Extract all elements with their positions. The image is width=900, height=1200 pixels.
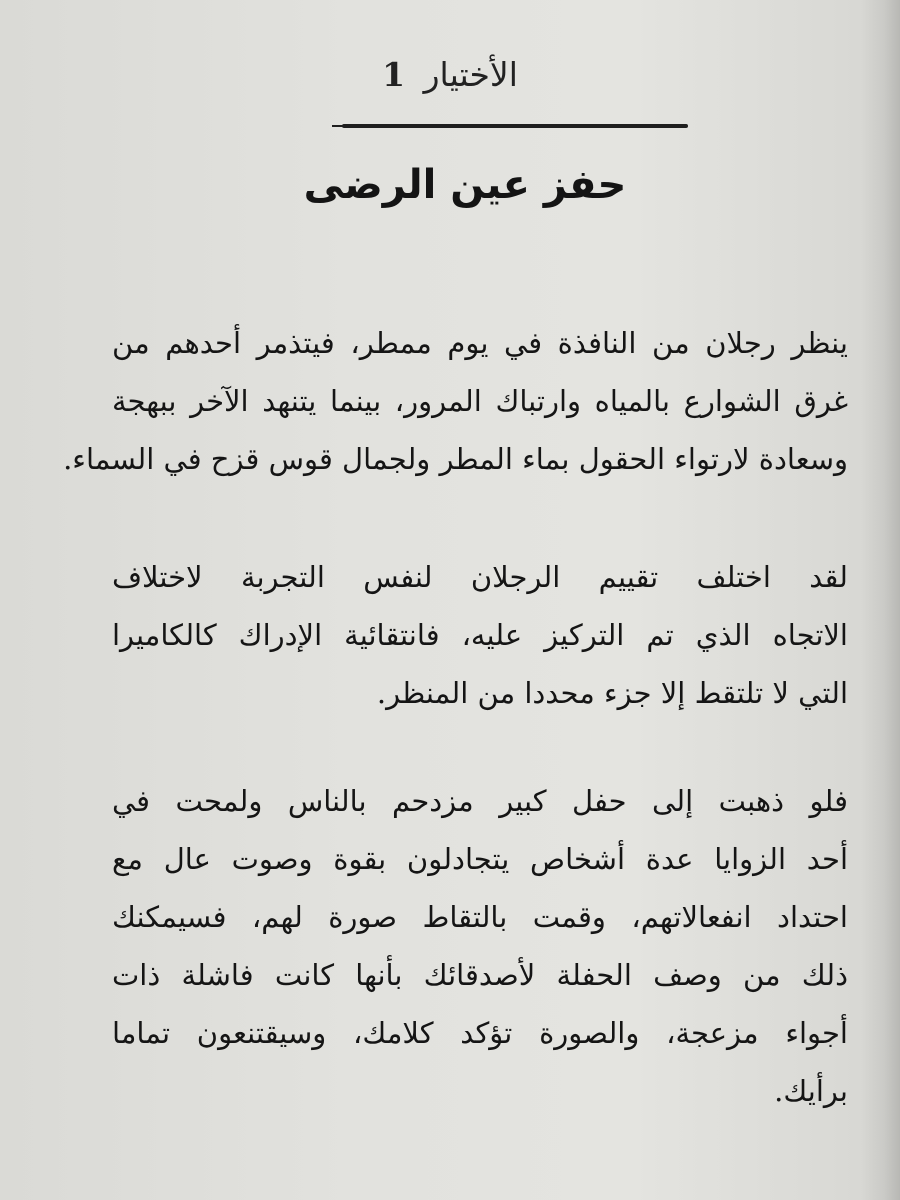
text-line: لقد اختلف تقييم الرجلان لنفس التجربة لاختلاف	[112, 560, 848, 594]
text-line: التي لا تلتقط إلا جزء محددا من المنظر.	[376, 676, 848, 710]
text-line: احتداد انفعالاتهم، وقمت بالتقاط صورة لهم، فسيمكنك	[112, 900, 848, 934]
chapter-label: الأختيار	[423, 55, 518, 94]
decorative-divider	[342, 124, 688, 128]
paragraph-1	[63, 314, 848, 488]
text-line: الاتجاه الذي تم التركيز عليه، فانتقائية الإدراك كالكاميرا	[112, 618, 848, 652]
text-line: ينظر رجلان من النافذة في يوم ممطر، فيتذمر أحدهم من	[112, 326, 848, 360]
text-line: فلو ذهبت إلى حفل كبير مزدحم بالناس ولمحت في	[112, 784, 848, 818]
text-line: أجواء مزعجة، والصورة تؤكد كلامك، وسيقتنعون تماما	[112, 1016, 848, 1050]
chapter-header	[0, 50, 900, 100]
section-title: حفز عين الرضى	[303, 162, 627, 208]
text-line: غرق الشوارع بالمياه وارتباك المرور، بينما يتنهد الآخر ببهجة	[112, 384, 848, 418]
paragraph-2	[112, 548, 848, 722]
paragraph-3	[112, 772, 848, 1120]
chapter-heading	[0, 50, 900, 100]
text-line: أحد الزوايا عدة أشخاص يتجادلون بقوة وصوت عال مع	[112, 842, 848, 876]
text-line: برأيك.	[774, 1074, 848, 1108]
chapter-number: 1	[382, 55, 406, 94]
text-line: ذلك من وصف الحفلة لأصدقائك بأنها كانت فاشلة ذات	[112, 958, 848, 992]
text-line: وسعادة لارتواء الحقول بماء المطر ولجمال قوس قزح في السماء.	[63, 442, 848, 476]
